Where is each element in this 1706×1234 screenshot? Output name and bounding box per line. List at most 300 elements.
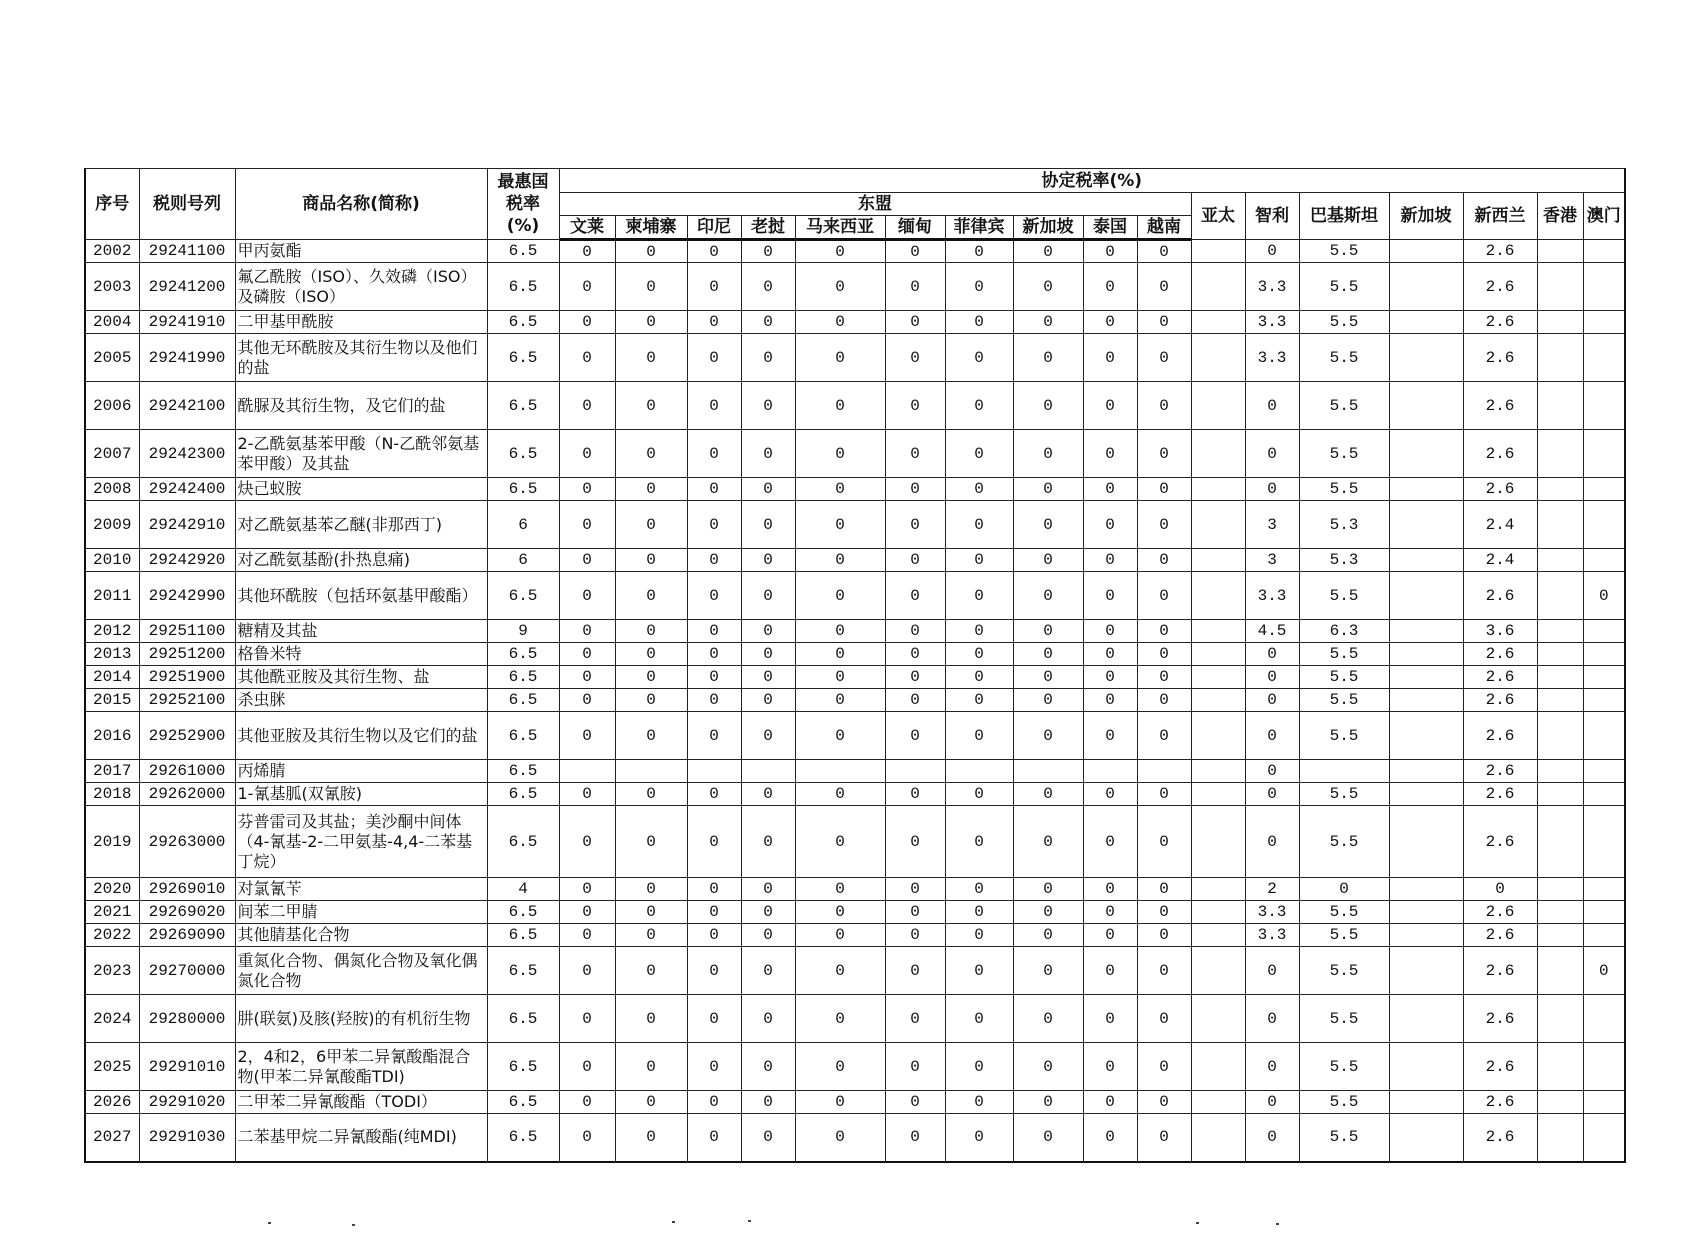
row-other-rate xyxy=(1389,783,1463,806)
row-asean-rate: 0 xyxy=(615,1043,687,1091)
row-other-rate xyxy=(1191,924,1245,947)
row-code: 29251900 xyxy=(139,666,235,689)
row-other-rate: 5.5 xyxy=(1299,263,1389,311)
row-asean-rate: 0 xyxy=(559,1091,615,1114)
row-asean-rate: 0 xyxy=(741,643,795,666)
row-seq: 2024 xyxy=(85,995,139,1043)
row-asean-rate: 0 xyxy=(945,995,1013,1043)
row-asean-rate: 0 xyxy=(795,240,885,263)
row-name: 氟乙酰胺（ISO）、久效磷（ISO）及磷胺（ISO） xyxy=(235,263,487,311)
row-asean-rate: 0 xyxy=(1013,901,1083,924)
row-other-rate xyxy=(1389,1114,1463,1162)
row-other-rate xyxy=(1583,924,1625,947)
row-asean-rate: 0 xyxy=(1137,430,1191,478)
row-asean-rate: 0 xyxy=(945,689,1013,712)
row-asean-rate: 0 xyxy=(615,712,687,760)
row-other-rate: 0 xyxy=(1245,240,1299,263)
row-other-rate xyxy=(1583,878,1625,901)
row-asean-rate: 0 xyxy=(687,240,741,263)
row-asean-rate: 0 xyxy=(615,478,687,501)
row-other-rate: 0 xyxy=(1245,947,1299,995)
row-code: 29242920 xyxy=(139,549,235,572)
row-other-rate xyxy=(1537,924,1583,947)
row-code: 29241910 xyxy=(139,311,235,334)
header-other-6: 澳门 xyxy=(1583,193,1625,240)
row-asean-rate: 0 xyxy=(1013,430,1083,478)
row-asean-rate: 0 xyxy=(885,572,945,620)
row-other-rate: 3 xyxy=(1245,501,1299,549)
row-asean-rate: 0 xyxy=(1083,783,1137,806)
table-header xyxy=(85,169,1625,240)
row-asean-rate: 0 xyxy=(945,478,1013,501)
row-other-rate xyxy=(1537,240,1583,263)
row-name: 2-乙酰氨基苯甲酸（N-乙酰邻氨基苯甲酸）及其盐 xyxy=(235,430,487,478)
row-asean-rate: 0 xyxy=(795,878,885,901)
row-other-rate: 0 xyxy=(1245,1043,1299,1091)
row-asean-rate: 0 xyxy=(1083,240,1137,263)
row-asean-rate: 0 xyxy=(559,478,615,501)
row-asean-rate: 0 xyxy=(687,806,741,878)
table-row xyxy=(85,901,1625,924)
table-row xyxy=(85,478,1625,501)
row-asean-rate: 0 xyxy=(885,311,945,334)
row-other-rate: 5.5 xyxy=(1299,334,1389,382)
row-asean-rate: 0 xyxy=(945,382,1013,430)
row-other-rate: 5.5 xyxy=(1299,382,1389,430)
row-mfn: 6.5 xyxy=(487,806,559,878)
row-other-rate xyxy=(1537,501,1583,549)
row-other-rate xyxy=(1583,666,1625,689)
row-other-rate xyxy=(1191,666,1245,689)
row-asean-rate xyxy=(885,760,945,783)
row-other-rate xyxy=(1583,549,1625,572)
row-asean-rate: 0 xyxy=(1013,995,1083,1043)
row-asean-rate: 0 xyxy=(795,549,885,572)
row-name: 其他环酰胺（包括环氨基甲酸酯） xyxy=(235,572,487,620)
row-asean-rate: 0 xyxy=(1083,263,1137,311)
row-other-rate: 5.5 xyxy=(1299,995,1389,1043)
row-asean-rate: 0 xyxy=(559,240,615,263)
row-asean-rate: 0 xyxy=(1137,995,1191,1043)
row-asean-rate: 0 xyxy=(559,924,615,947)
row-other-rate xyxy=(1191,382,1245,430)
row-asean-rate: 0 xyxy=(687,620,741,643)
row-mfn: 6.5 xyxy=(487,924,559,947)
row-other-rate: 2.6 xyxy=(1463,263,1537,311)
row-asean-rate: 0 xyxy=(615,334,687,382)
row-other-rate xyxy=(1191,760,1245,783)
row-other-rate xyxy=(1389,924,1463,947)
row-asean-rate: 0 xyxy=(615,643,687,666)
row-other-rate xyxy=(1537,382,1583,430)
row-other-rate xyxy=(1537,783,1583,806)
row-asean-rate: 0 xyxy=(687,382,741,430)
row-other-rate xyxy=(1389,240,1463,263)
row-asean-rate: 0 xyxy=(615,924,687,947)
row-other-rate: 2.6 xyxy=(1463,924,1537,947)
row-asean-rate: 0 xyxy=(1083,643,1137,666)
row-other-rate xyxy=(1583,478,1625,501)
row-asean-rate: 0 xyxy=(795,947,885,995)
row-other-rate xyxy=(1583,334,1625,382)
row-mfn: 6.5 xyxy=(487,430,559,478)
row-asean-rate: 0 xyxy=(1083,901,1137,924)
row-asean-rate: 0 xyxy=(1137,263,1191,311)
table-row xyxy=(85,947,1625,995)
row-code: 29252100 xyxy=(139,689,235,712)
row-asean-rate: 0 xyxy=(687,572,741,620)
row-seq: 2022 xyxy=(85,924,139,947)
row-name: 其他腈基化合物 xyxy=(235,924,487,947)
row-other-rate: 2.6 xyxy=(1463,430,1537,478)
row-other-rate xyxy=(1389,620,1463,643)
row-asean-rate: 0 xyxy=(687,643,741,666)
row-other-rate xyxy=(1191,334,1245,382)
row-asean-rate: 0 xyxy=(741,995,795,1043)
row-other-rate xyxy=(1537,572,1583,620)
row-name: 格鲁米特 xyxy=(235,643,487,666)
row-other-rate xyxy=(1191,1043,1245,1091)
row-mfn: 6.5 xyxy=(487,995,559,1043)
table-row xyxy=(85,549,1625,572)
row-other-rate xyxy=(1583,311,1625,334)
row-other-rate: 0 xyxy=(1245,430,1299,478)
row-asean-rate: 0 xyxy=(885,924,945,947)
row-asean-rate: 0 xyxy=(559,806,615,878)
row-asean-rate: 0 xyxy=(1083,712,1137,760)
row-other-rate xyxy=(1537,666,1583,689)
row-mfn: 6.5 xyxy=(487,478,559,501)
row-other-rate: 2.6 xyxy=(1463,478,1537,501)
row-asean-rate: 0 xyxy=(741,806,795,878)
row-other-rate: 5.5 xyxy=(1299,666,1389,689)
row-other-rate xyxy=(1389,666,1463,689)
row-asean-rate: 0 xyxy=(559,334,615,382)
row-other-rate xyxy=(1389,689,1463,712)
header-asean-1: 柬埔寨 xyxy=(615,216,687,240)
row-code: 29280000 xyxy=(139,995,235,1043)
row-asean-rate xyxy=(559,760,615,783)
row-other-rate: 2.6 xyxy=(1463,643,1537,666)
row-seq: 2027 xyxy=(85,1114,139,1162)
row-other-rate: 0 xyxy=(1245,712,1299,760)
row-name: 其他亚胺及其衍生物以及它们的盐 xyxy=(235,712,487,760)
row-mfn: 6.5 xyxy=(487,240,559,263)
table-row xyxy=(85,995,1625,1043)
row-other-rate xyxy=(1537,901,1583,924)
row-asean-rate: 0 xyxy=(559,430,615,478)
row-asean-rate: 0 xyxy=(1013,311,1083,334)
row-asean-rate: 0 xyxy=(741,263,795,311)
row-other-rate: 0 xyxy=(1245,1114,1299,1162)
row-other-rate xyxy=(1389,572,1463,620)
table-row xyxy=(85,1043,1625,1091)
row-other-rate xyxy=(1583,263,1625,311)
row-asean-rate: 0 xyxy=(615,878,687,901)
row-seq: 2005 xyxy=(85,334,139,382)
row-asean-rate: 0 xyxy=(1013,620,1083,643)
row-asean-rate: 0 xyxy=(885,263,945,311)
row-other-rate xyxy=(1191,878,1245,901)
row-name: 间苯二甲腈 xyxy=(235,901,487,924)
row-name: 重氮化合物、偶氮化合物及氧化偶氮化合物 xyxy=(235,947,487,995)
row-other-rate: 2.6 xyxy=(1463,382,1537,430)
row-other-rate: 5.5 xyxy=(1299,572,1389,620)
row-asean-rate: 0 xyxy=(885,783,945,806)
header-asean: 东盟 xyxy=(559,193,1191,216)
row-other-rate: 6.3 xyxy=(1299,620,1389,643)
row-other-rate xyxy=(1389,806,1463,878)
row-asean-rate: 0 xyxy=(559,572,615,620)
row-asean-rate: 0 xyxy=(687,1043,741,1091)
row-asean-rate: 0 xyxy=(1137,924,1191,947)
row-code: 29242300 xyxy=(139,430,235,478)
row-asean-rate: 0 xyxy=(1083,806,1137,878)
row-asean-rate: 0 xyxy=(1083,382,1137,430)
row-name: 对乙酰氨基酚(扑热息痛) xyxy=(235,549,487,572)
row-asean-rate: 0 xyxy=(1013,501,1083,549)
header-asean-2: 印尼 xyxy=(687,216,741,240)
header-other-5: 香港 xyxy=(1537,193,1583,240)
row-asean-rate: 0 xyxy=(945,901,1013,924)
row-other-rate xyxy=(1583,901,1625,924)
header-other-0: 亚太 xyxy=(1191,193,1245,240)
row-mfn: 4 xyxy=(487,878,559,901)
row-asean-rate: 0 xyxy=(615,263,687,311)
row-asean-rate: 0 xyxy=(741,430,795,478)
row-other-rate: 0 xyxy=(1245,806,1299,878)
row-asean-rate: 0 xyxy=(741,572,795,620)
row-asean-rate: 0 xyxy=(1137,382,1191,430)
row-other-rate xyxy=(1537,1091,1583,1114)
table-row xyxy=(85,643,1625,666)
row-asean-rate: 0 xyxy=(1013,334,1083,382)
row-asean-rate: 0 xyxy=(945,1091,1013,1114)
header-mfn xyxy=(487,169,559,240)
row-other-rate xyxy=(1537,311,1583,334)
row-asean-rate: 0 xyxy=(795,689,885,712)
row-asean-rate: 0 xyxy=(945,311,1013,334)
row-code: 29241100 xyxy=(139,240,235,263)
row-asean-rate: 0 xyxy=(945,430,1013,478)
row-asean-rate: 0 xyxy=(945,947,1013,995)
row-other-rate xyxy=(1191,311,1245,334)
row-asean-rate: 0 xyxy=(1013,878,1083,901)
row-asean-rate: 0 xyxy=(559,947,615,995)
header-mfn-text: 最惠国 税率 (%) xyxy=(497,172,549,236)
row-other-rate: 0 xyxy=(1245,995,1299,1043)
row-asean-rate: 0 xyxy=(945,806,1013,878)
row-asean-rate: 0 xyxy=(741,549,795,572)
row-asean-rate: 0 xyxy=(559,901,615,924)
row-asean-rate: 0 xyxy=(795,643,885,666)
table-row xyxy=(85,620,1625,643)
row-asean-rate: 0 xyxy=(1083,478,1137,501)
row-asean-rate xyxy=(945,760,1013,783)
row-asean-rate: 0 xyxy=(615,1091,687,1114)
row-asean-rate: 0 xyxy=(615,430,687,478)
row-other-rate: 2.6 xyxy=(1463,806,1537,878)
row-other-rate: 3.3 xyxy=(1245,311,1299,334)
row-asean-rate: 0 xyxy=(1137,806,1191,878)
row-asean-rate: 0 xyxy=(1137,501,1191,549)
header-asean-9: 越南 xyxy=(1137,216,1191,240)
row-asean-rate: 0 xyxy=(1083,947,1137,995)
row-other-rate xyxy=(1389,382,1463,430)
row-other-rate: 5.5 xyxy=(1299,1043,1389,1091)
row-other-rate xyxy=(1537,760,1583,783)
row-other-rate: 0 xyxy=(1583,947,1625,995)
row-asean-rate: 0 xyxy=(559,311,615,334)
row-asean-rate: 0 xyxy=(1083,620,1137,643)
row-asean-rate: 0 xyxy=(795,901,885,924)
table-row xyxy=(85,1114,1625,1162)
row-other-rate: 5.5 xyxy=(1299,712,1389,760)
row-other-rate xyxy=(1191,263,1245,311)
row-other-rate: 0 xyxy=(1245,478,1299,501)
row-other-rate xyxy=(1583,1043,1625,1091)
row-other-rate xyxy=(1191,947,1245,995)
row-asean-rate: 0 xyxy=(687,263,741,311)
row-other-rate: 0 xyxy=(1583,572,1625,620)
row-asean-rate: 0 xyxy=(795,1091,885,1114)
row-asean-rate: 0 xyxy=(945,712,1013,760)
row-other-rate xyxy=(1389,712,1463,760)
scan-specks xyxy=(0,1218,1706,1234)
row-other-rate: 3.3 xyxy=(1245,263,1299,311)
row-asean-rate: 0 xyxy=(687,712,741,760)
row-other-rate xyxy=(1191,549,1245,572)
row-asean-rate: 0 xyxy=(687,311,741,334)
row-asean-rate: 0 xyxy=(1013,712,1083,760)
row-other-rate xyxy=(1583,760,1625,783)
row-asean-rate: 0 xyxy=(1013,666,1083,689)
row-asean-rate: 0 xyxy=(885,1091,945,1114)
row-other-rate: 2.6 xyxy=(1463,240,1537,263)
row-seq: 2002 xyxy=(85,240,139,263)
table-row xyxy=(85,760,1625,783)
row-asean-rate: 0 xyxy=(687,995,741,1043)
row-asean-rate: 0 xyxy=(741,689,795,712)
row-name: 炔己蚁胺 xyxy=(235,478,487,501)
row-other-rate xyxy=(1583,430,1625,478)
row-other-rate xyxy=(1583,620,1625,643)
row-other-rate: 0 xyxy=(1245,666,1299,689)
row-asean-rate: 0 xyxy=(1083,924,1137,947)
row-asean-rate: 0 xyxy=(687,1114,741,1162)
row-other-rate xyxy=(1389,643,1463,666)
row-asean-rate: 0 xyxy=(1137,666,1191,689)
row-mfn: 6.5 xyxy=(487,643,559,666)
row-other-rate: 5.5 xyxy=(1299,311,1389,334)
row-name: 肼(联氨)及胲(羟胺)的有机衍生物 xyxy=(235,995,487,1043)
row-other-rate: 5.5 xyxy=(1299,901,1389,924)
row-asean-rate: 0 xyxy=(795,924,885,947)
row-other-rate: 2.6 xyxy=(1463,712,1537,760)
row-other-rate: 3.3 xyxy=(1245,901,1299,924)
row-name: 2，4和2，6甲苯二异氰酸酯混合物(甲苯二异氰酸酯TDI) xyxy=(235,1043,487,1091)
row-asean-rate: 0 xyxy=(885,1043,945,1091)
row-other-rate xyxy=(1389,760,1463,783)
row-seq: 2020 xyxy=(85,878,139,901)
row-seq: 2018 xyxy=(85,783,139,806)
row-other-rate xyxy=(1191,643,1245,666)
row-asean-rate: 0 xyxy=(1137,643,1191,666)
row-other-rate: 0 xyxy=(1245,760,1299,783)
row-mfn: 6.5 xyxy=(487,263,559,311)
row-mfn: 6.5 xyxy=(487,901,559,924)
row-asean-rate: 0 xyxy=(1083,1091,1137,1114)
row-other-rate: 2.6 xyxy=(1463,1114,1537,1162)
row-asean-rate: 0 xyxy=(1013,947,1083,995)
row-asean-rate: 0 xyxy=(1083,689,1137,712)
row-asean-rate: 0 xyxy=(1137,334,1191,382)
row-seq: 2021 xyxy=(85,901,139,924)
row-name: 丙烯腈 xyxy=(235,760,487,783)
row-asean-rate: 0 xyxy=(1137,1043,1191,1091)
row-asean-rate: 0 xyxy=(741,620,795,643)
row-name: 对乙酰氨基苯乙醚(非那西丁) xyxy=(235,501,487,549)
row-code: 29242400 xyxy=(139,478,235,501)
row-other-rate xyxy=(1537,1043,1583,1091)
row-asean-rate: 0 xyxy=(559,878,615,901)
row-seq: 2023 xyxy=(85,947,139,995)
row-other-rate: 2.6 xyxy=(1463,760,1537,783)
row-asean-rate: 0 xyxy=(559,501,615,549)
row-asean-rate: 0 xyxy=(1137,1114,1191,1162)
row-other-rate xyxy=(1583,1091,1625,1114)
row-asean-rate: 0 xyxy=(885,549,945,572)
row-name: 二苯基甲烷二异氰酸酯(纯MDI) xyxy=(235,1114,487,1162)
row-seq: 2012 xyxy=(85,620,139,643)
row-asean-rate: 0 xyxy=(1137,1091,1191,1114)
row-asean-rate: 0 xyxy=(687,947,741,995)
row-other-rate: 0 xyxy=(1245,783,1299,806)
row-other-rate xyxy=(1389,901,1463,924)
row-asean-rate: 0 xyxy=(615,901,687,924)
row-asean-rate: 0 xyxy=(945,878,1013,901)
row-asean-rate: 0 xyxy=(945,572,1013,620)
table-row xyxy=(85,572,1625,620)
row-asean-rate: 0 xyxy=(885,501,945,549)
row-seq: 2013 xyxy=(85,643,139,666)
row-asean-rate: 0 xyxy=(687,666,741,689)
row-code: 29252900 xyxy=(139,712,235,760)
row-other-rate xyxy=(1191,240,1245,263)
row-other-rate: 0 xyxy=(1245,643,1299,666)
row-asean-rate: 0 xyxy=(741,1043,795,1091)
row-code: 29251100 xyxy=(139,620,235,643)
row-asean-rate: 0 xyxy=(1013,240,1083,263)
row-other-rate xyxy=(1537,1114,1583,1162)
row-other-rate: 2.6 xyxy=(1463,572,1537,620)
table-row xyxy=(85,240,1625,263)
row-asean-rate: 0 xyxy=(741,924,795,947)
row-other-rate xyxy=(1299,760,1389,783)
row-asean-rate: 0 xyxy=(885,478,945,501)
row-other-rate: 5.5 xyxy=(1299,1114,1389,1162)
row-asean-rate: 0 xyxy=(559,549,615,572)
row-name: 糖精及其盐 xyxy=(235,620,487,643)
row-other-rate: 2.6 xyxy=(1463,783,1537,806)
row-other-rate xyxy=(1191,995,1245,1043)
table-row xyxy=(85,263,1625,311)
row-asean-rate: 0 xyxy=(1137,572,1191,620)
row-other-rate: 5.5 xyxy=(1299,1091,1389,1114)
table-row xyxy=(85,783,1625,806)
row-other-rate: 5.5 xyxy=(1299,947,1389,995)
row-code: 29241200 xyxy=(139,263,235,311)
